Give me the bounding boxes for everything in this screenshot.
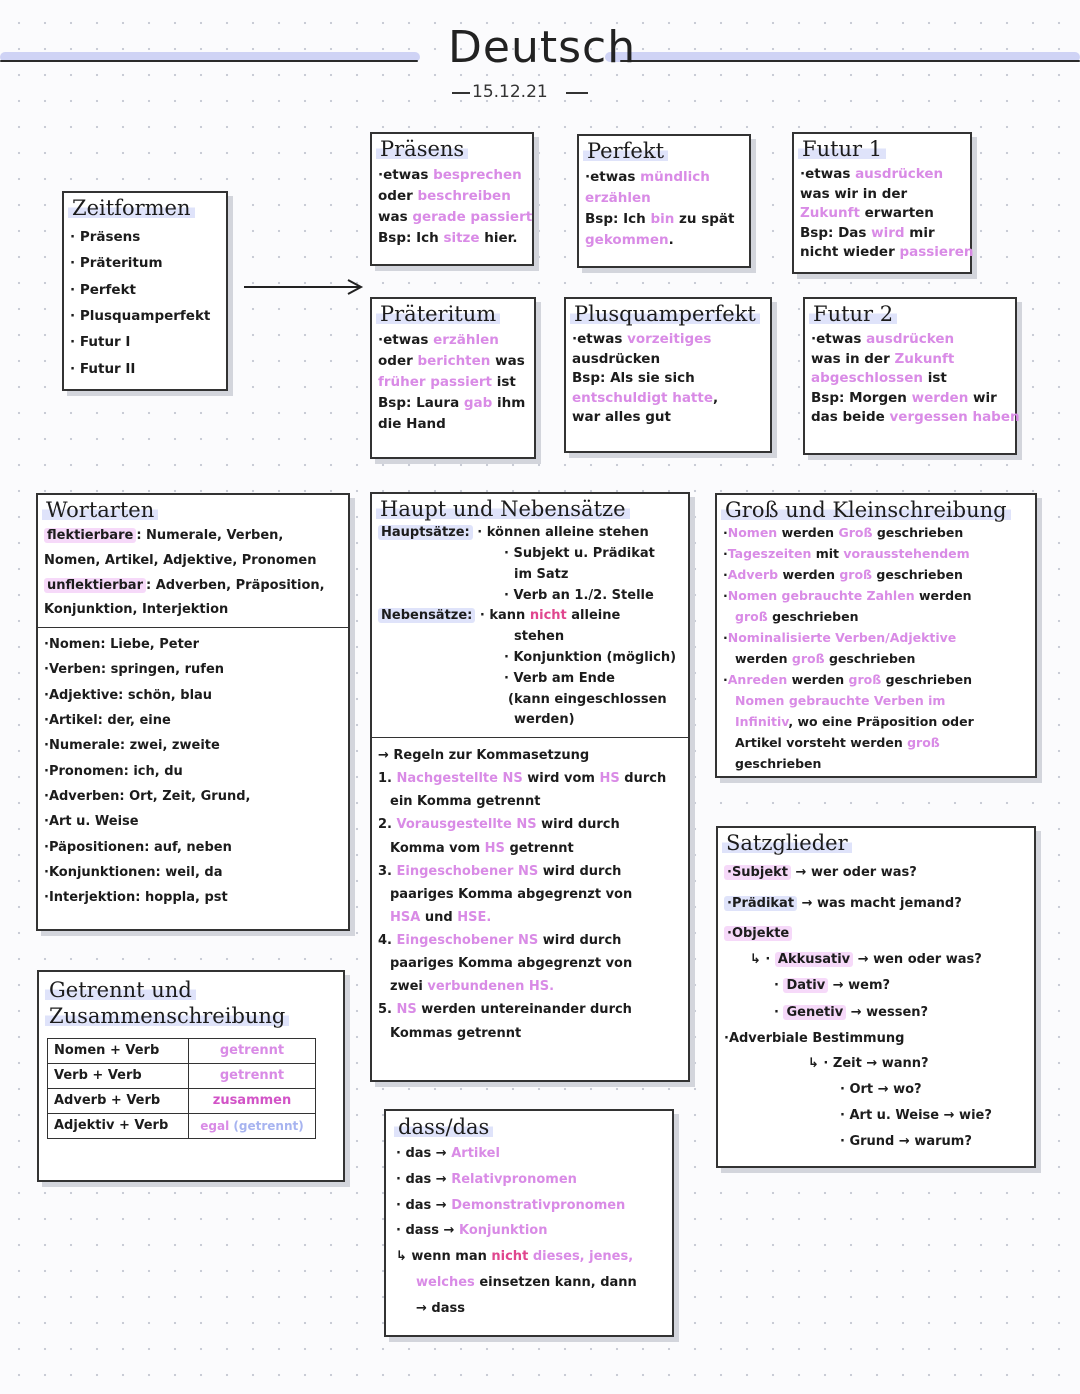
text: (getrennt) (233, 1118, 304, 1133)
wortart-item: ·Verben: springen, rufen (44, 662, 225, 678)
text: Nomen (735, 693, 785, 709)
text: → wem? (832, 978, 891, 994)
text: ·etwas (800, 166, 851, 183)
table-cell: Adverb + Verb (48, 1089, 189, 1114)
text: Artikel vorsteht werden (735, 735, 903, 751)
text: Infinitiv (735, 714, 789, 730)
text: · (723, 588, 728, 604)
page-date: 15.12.21 (472, 82, 548, 102)
wortart-item: ·Nomen: Liebe, Peter (44, 636, 200, 652)
perfekt-title: Perfekt (583, 139, 668, 163)
text: geschrieben (772, 609, 859, 625)
text: nicht (491, 1249, 529, 1265)
right-arrow-icon (244, 279, 364, 295)
text: Nomen gebrauchte Zahlen (727, 588, 915, 604)
text: → wo? (877, 1082, 922, 1098)
text: entschuldigt hatte (572, 389, 713, 406)
table-cell: zusammen (189, 1089, 316, 1114)
dass-das-box (384, 1109, 674, 1337)
text: . (668, 231, 674, 248)
text: besprechen (433, 167, 522, 184)
text: Konjunktion (458, 1223, 548, 1239)
text: früher passiert (378, 373, 493, 390)
text: werden (781, 525, 835, 541)
text: geschrieben (828, 651, 916, 667)
text: ·etwas (378, 167, 429, 184)
text: verbundenen (427, 979, 525, 995)
text: 2. (378, 817, 392, 833)
text: bin (650, 210, 675, 227)
text: ·etwas (585, 169, 636, 186)
text: paariges Komma abgegrenzt von (390, 956, 633, 972)
table-cell: getrennt (189, 1039, 316, 1064)
praesens-title: Präsens (376, 137, 468, 161)
wortart-item: ·Art u. Weise (44, 814, 139, 830)
text: HS (599, 771, 620, 787)
text: stehen (514, 629, 565, 645)
text: · das → (396, 1197, 447, 1213)
text: gerade passiert (412, 208, 533, 225)
text: Nomen (727, 525, 778, 541)
flektierbare-label: flektierbare (44, 528, 136, 543)
text: wird vom (527, 771, 595, 787)
akkusativ-label: Akkusativ (775, 952, 853, 967)
gross-klein-box (715, 493, 1037, 778)
text: wird durch (541, 817, 620, 833)
text: erzählen (585, 190, 651, 207)
unflektierbar-label: unflektierbar (44, 578, 146, 593)
subjekt-label: ·Subjekt (724, 865, 791, 880)
text: was (495, 353, 525, 370)
text: Relativpronomen (451, 1171, 577, 1187)
text: vergessen haben (889, 409, 1020, 426)
zeitformen-item: · Präsens (70, 229, 141, 246)
text: das beide (811, 409, 885, 426)
wortart-item: ·Numerale: zwei, zweite (44, 738, 220, 754)
praedikat-label: ·Prädikat (724, 896, 797, 911)
divider (38, 627, 348, 628)
text: ihm (497, 394, 526, 411)
text: Bsp: Ich (585, 210, 646, 227)
text: Nomen, Artikel, Adjektive, Pronomen (44, 552, 317, 568)
text: geschrieben (876, 525, 964, 541)
text: · (723, 525, 728, 541)
text: ausdrücken (572, 350, 661, 367)
text: ·etwas (572, 331, 623, 348)
text: 4. (378, 933, 392, 949)
header-line-right-thin (620, 60, 1080, 62)
text: → wen oder was? (857, 951, 982, 967)
text: und (424, 909, 453, 925)
text: abgeschlossen (811, 370, 923, 387)
text: · (723, 672, 728, 688)
text: Konjunktion, Interjektion (44, 602, 229, 618)
table-cell: Adjektiv + Verb (48, 1114, 189, 1139)
text: war alles gut (572, 409, 671, 426)
text: wird durch (542, 933, 622, 949)
table-row (48, 1089, 316, 1114)
text: alleine (571, 608, 621, 624)
text: werden untereinander durch (421, 1002, 632, 1018)
text: paariges Komma abgegrenzt von (390, 886, 633, 902)
zeitformen-item: · Perfekt (70, 281, 136, 298)
text: wir (973, 389, 997, 406)
wortart-item: ·Interjektion: hoppla, pst (44, 890, 228, 906)
text: · können alleine stehen (477, 525, 649, 541)
text: wird (871, 224, 905, 241)
zeitformen-title: Zeitformen (68, 196, 195, 220)
text: egal (200, 1118, 230, 1133)
futur1-title: Futur 1 (798, 137, 886, 161)
wortart-item: ·Pronomen: ich, du (44, 763, 183, 779)
text: oder (378, 353, 413, 370)
text: mir (909, 224, 935, 241)
text: Adverb (727, 567, 779, 583)
text: Nachgestellte (396, 771, 498, 787)
getrennt-title-2: Zusammenschreibung (45, 1004, 289, 1028)
text: werden (791, 672, 845, 688)
text: Bsp: Morgen (811, 389, 907, 406)
text: Grund (849, 1134, 895, 1150)
nebensaetze-label: Nebensätze: (378, 608, 475, 623)
text: geschrieben (735, 756, 822, 772)
getrennt-table (47, 1038, 316, 1139)
text: Ort (849, 1082, 874, 1098)
text: beschreiben (417, 188, 511, 205)
futur2-title: Futur 2 (809, 302, 897, 326)
text: groß (848, 672, 882, 688)
text: was wir in der (800, 185, 908, 202)
table-cell: getrennt (189, 1064, 316, 1089)
text: erwarten (864, 205, 934, 222)
text: Zukunft (894, 350, 955, 367)
text: gebrauchte (788, 693, 870, 709)
text: : Numerale, Verben, (136, 528, 284, 544)
text: → wessen? (850, 1005, 929, 1021)
text: 1. (378, 771, 392, 787)
text: Bsp: Das (800, 224, 867, 241)
text: mündlich (640, 169, 710, 186)
text: · (723, 567, 728, 583)
text: die Hand (378, 415, 446, 432)
text: : Adverben, Präposition, (146, 577, 325, 593)
text: gab (463, 394, 493, 411)
text: was (378, 208, 408, 225)
dass-das-title: dass/das (394, 1115, 493, 1139)
text: · kann (479, 608, 526, 624)
perfekt-box (577, 134, 751, 268)
text: NS (396, 1002, 417, 1018)
text: sitze (443, 229, 480, 246)
table-cell (189, 1114, 316, 1139)
text: werden (782, 567, 835, 583)
text: · das → (396, 1146, 447, 1162)
text: ·etwas (811, 331, 862, 348)
text: durch (624, 771, 667, 787)
page-title: Deutsch (448, 22, 637, 73)
text: NS (518, 863, 539, 879)
text: 3. (378, 863, 392, 879)
text: · Konjunktion (möglich) (504, 649, 677, 665)
text: , wo eine Präposition oder (788, 714, 974, 730)
text: erzählen (433, 332, 499, 349)
text: ·etwas (378, 332, 429, 349)
text: · dass → (396, 1223, 455, 1239)
text: Eingeschobener (396, 863, 514, 879)
text: im Satz (514, 566, 569, 582)
text: groß (791, 651, 825, 667)
wortarten-box (36, 493, 350, 931)
text: → dass (416, 1300, 465, 1316)
text: groß (735, 609, 768, 625)
text: einsetzen kann, dann (479, 1274, 637, 1290)
wortarten-title: Wortarten (42, 498, 158, 522)
text: · das → (396, 1171, 447, 1187)
text: werden) (514, 712, 575, 728)
text: · Verb an 1./2. Stelle (504, 587, 654, 603)
getrennt-title-1: Getrennt und (45, 978, 196, 1002)
zeitformen-item: · Futur I (70, 334, 131, 351)
satzglieder-box: Satzglieder ·Subjekt → wer oder was? ·Prädikat → was macht jemand? ·Objekte ↳ · Akkusativ → wen oder was? · Dativ → wem? · Genetiv → wessen? ·Adverbiale Bestimmung ↳ · Zeit → wann? · Ort → wo? · Art u. Weise → wie? · Grund → warum? (716, 826, 1036, 1168)
text: → warum? (898, 1134, 972, 1150)
text: · Subjekt u. Prädikat (504, 545, 655, 561)
text: Bsp: Als sie sich (572, 370, 695, 387)
hauptsaetze-label: Hauptsätze: (378, 525, 473, 540)
text: getrennt (509, 840, 574, 856)
text: → wie? (943, 1108, 992, 1124)
text: Artikel (451, 1146, 500, 1162)
text: HSE. (457, 909, 492, 925)
text: Art u. Weise (849, 1108, 940, 1124)
plusquamperfekt-title: Plusquamperfekt (570, 302, 760, 326)
text: Demonstrativpronomen (451, 1197, 626, 1213)
text: · (723, 546, 728, 562)
text: Groß (838, 525, 873, 541)
text: Eingeschobener (396, 933, 514, 949)
text: mit (815, 546, 840, 562)
kommasetzung-title: → Regeln zur Kommasetzung (378, 748, 590, 764)
zeitformen-item: · Plusquamperfekt (70, 308, 211, 325)
praeteritum-title: Präteritum (376, 302, 500, 326)
text: HS (484, 840, 505, 856)
text: Nominalisierte Verben/Adjektive (727, 630, 957, 646)
zeitformen-item: · Futur II (70, 360, 136, 377)
text: , (713, 389, 719, 406)
text: Anreden (727, 672, 788, 688)
text: HSA (390, 909, 421, 925)
wortart-item: ·Konjunktionen: weil, da (44, 864, 223, 880)
text: · (723, 630, 728, 646)
hauptneben-title: Haupt und Nebensätze (376, 497, 630, 521)
table-row (48, 1064, 316, 1089)
text: geschrieben (885, 672, 973, 688)
text: zwei (390, 979, 423, 995)
text: (kann eingeschlossen (508, 691, 667, 707)
text: nicht wieder (800, 244, 895, 261)
table-row (48, 1114, 316, 1139)
text: groß (839, 567, 873, 583)
text: 5. (378, 1002, 392, 1018)
text: Tageszeiten (727, 546, 812, 562)
text: ist (496, 373, 516, 390)
text: groß (907, 735, 940, 751)
hauptneben-box (370, 492, 690, 1082)
text: oder (378, 188, 413, 205)
zeitformen-box (62, 191, 228, 391)
text: ↳ wenn man (396, 1249, 487, 1265)
table-cell: Nomen + Verb (48, 1039, 189, 1064)
date-line-right (566, 92, 588, 94)
date-line-left (452, 92, 470, 94)
text: Bsp: Ich (378, 229, 439, 246)
text: zu spät (679, 210, 735, 227)
text: vorausstehendem (843, 546, 970, 562)
table-row (48, 1039, 316, 1064)
text: berichten (417, 353, 491, 370)
wortart-item: ·Artikel: der, eine (44, 712, 171, 728)
text: NS (516, 817, 537, 833)
text: Bsp: Laura (378, 394, 460, 411)
text: werden (911, 389, 969, 406)
text: Kommas getrennt (390, 1025, 522, 1041)
wortart-item: ·Adjektive: schön, blau (44, 687, 213, 703)
text: NS (502, 771, 523, 787)
zeitformen-item: · Präteritum (70, 255, 163, 272)
text: geschrieben (876, 567, 963, 583)
text: werden (918, 588, 972, 604)
text: → wann? (866, 1056, 929, 1072)
text: werden (735, 651, 788, 667)
text: Vorausgestellte (396, 817, 512, 833)
praeteritum-box (370, 297, 536, 459)
text: ist (927, 370, 947, 387)
futur1-box (792, 132, 972, 274)
text: Komma vom (390, 840, 481, 856)
header-line-left-thin (0, 60, 418, 62)
text: was in der (811, 350, 890, 367)
text: NS (518, 933, 539, 949)
text: passieren (899, 244, 974, 261)
adverbiale-label: ·Adverbiale Bestimmung (724, 1030, 905, 1046)
genetiv-label: Genetiv (783, 1005, 846, 1020)
wortart-item: ·Adverben: Ort, Zeit, Grund, (44, 788, 251, 804)
wortart-item: ·Päpositionen: auf, neben (44, 839, 232, 855)
text: → wer oder was? (795, 865, 917, 881)
getrennt-box (37, 970, 345, 1182)
satzglieder-title: Satzglieder (722, 831, 852, 855)
divider (372, 737, 688, 738)
text: HS. (528, 979, 555, 995)
text: Zeit (832, 1056, 862, 1072)
text: ausdrücken (855, 166, 944, 183)
text: nicht (529, 608, 567, 624)
text: dieses, jenes, (532, 1249, 634, 1265)
text: gekommen (585, 231, 669, 248)
plusquamperfekt-box (564, 297, 772, 453)
text: ausdrücken (866, 331, 955, 348)
text: Zukunft (800, 205, 860, 222)
objekte-label: ·Objekte (724, 926, 792, 941)
text: Verben im (873, 693, 946, 709)
futur2-box (803, 297, 1020, 455)
table-cell: Verb + Verb (48, 1064, 189, 1089)
text: hier. (484, 229, 518, 246)
text: ein Komma getrennt (390, 794, 541, 810)
text: → was macht jemand? (801, 896, 962, 912)
text: · Verb am Ende (504, 670, 615, 686)
text: wird durch (542, 863, 622, 879)
dativ-label: Dativ (783, 978, 828, 993)
praesens-box (370, 132, 534, 266)
gross-klein-title: Groß und Kleinschreibung (721, 498, 1011, 522)
text: welches (416, 1274, 475, 1290)
text: vorzeitiges (627, 331, 712, 348)
